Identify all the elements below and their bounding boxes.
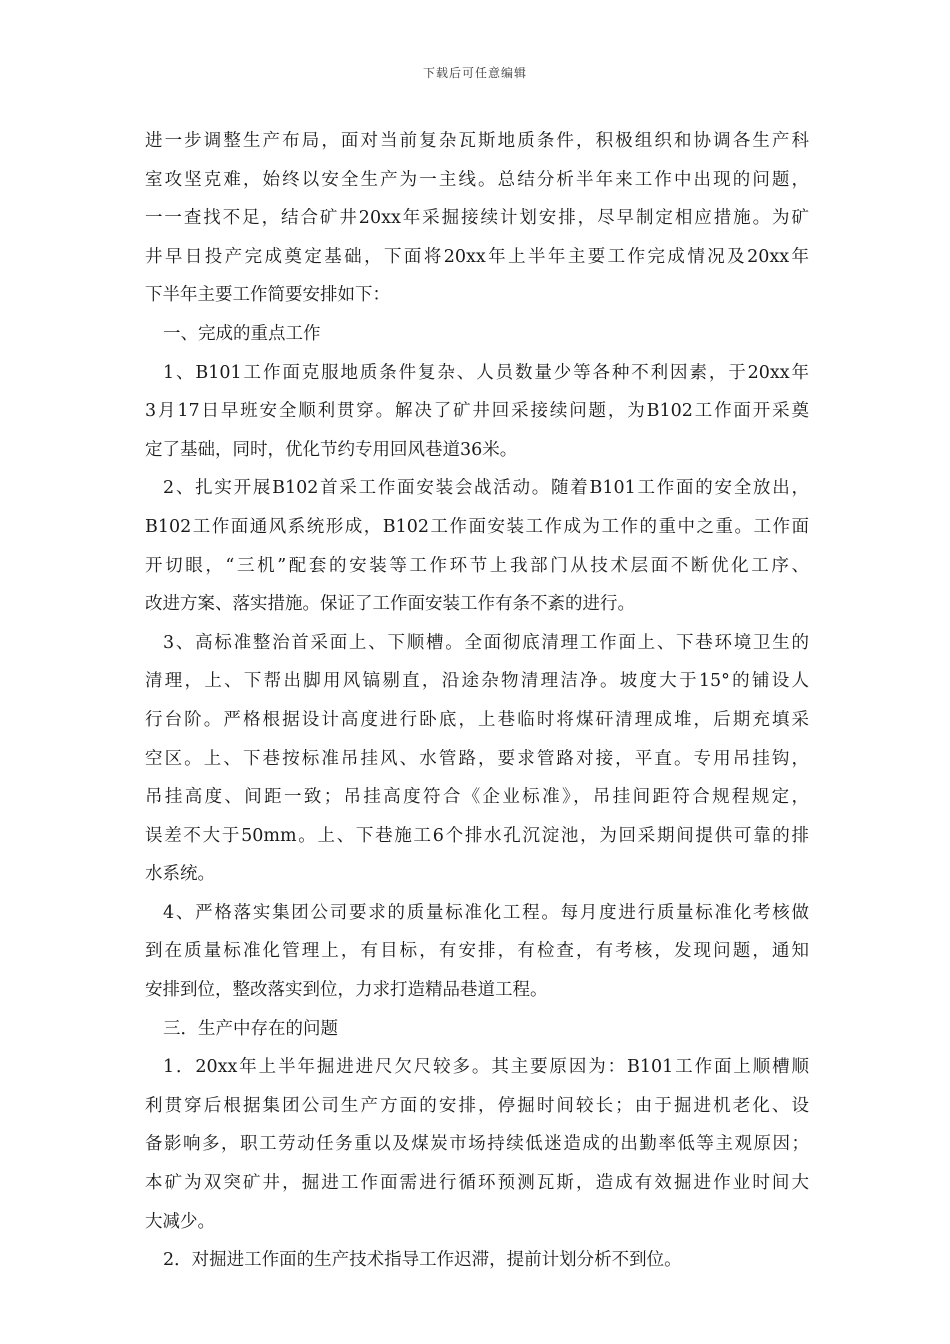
paragraph-problem-2	[145, 1241, 809, 1280]
text-line: 本矿为双突矿井，掘进工作面需进行循环预测瓦斯，造成有效掘进作业时间大	[145, 1173, 809, 1194]
text-line: 4、严格落实集团公司要求的质量标准化工程。每月度进行质量标准化考核做	[163, 902, 809, 923]
text-line: 清理，上、下帮出脚用风镐剔直，沿途杂物清理洁净。坡度大于15°的铺设人	[145, 671, 809, 692]
text-line: 备影响多，职工劳动任务重以及煤炭市场持续低迷造成的出勤率低等主观原因；	[145, 1134, 809, 1155]
text-line: 定了基础，同时，优化节约专用回风巷道36米。	[145, 439, 518, 460]
text-line: 3月17日早班安全顺利贯穿。解决了矿井回采接续问题，为B102工作面开采奠	[145, 401, 809, 422]
text-line: 2、扎实开展B102首采工作面安装会战活动。随着B101工作面的安全放出，	[163, 478, 809, 499]
text-line: 行台阶。严格根据设计高度进行卧底，上巷临时将煤矸清理成堆，后期充填采	[145, 709, 809, 730]
text-line: 3、高标准整治首采面上、下顺槽。全面彻底清理工作面上、下巷环境卫生的	[163, 632, 809, 653]
text-line: 安排到位，整改落实到位，力求打造精品巷道工程。	[145, 980, 548, 1001]
text-line: 水系统。	[145, 864, 215, 885]
paragraph-item-3	[145, 624, 809, 894]
paragraph-item-2	[145, 469, 809, 623]
text-line: 开切眼，“三机”配套的安装等工作环节上我部门从技术层面不断优化工序、	[145, 555, 809, 576]
paragraph-item-1	[145, 354, 809, 470]
text-line: 2．对掘进工作面的生产技术指导工作迟滞，提前计划分析不到位。	[163, 1250, 682, 1271]
paragraph-section-1-heading	[145, 315, 809, 354]
text-line: 到在质量标准化管理上，有目标，有安排，有检查，有考核，发现问题，通知	[145, 941, 809, 962]
text-line: 下半年主要工作简要安排如下：	[145, 285, 390, 306]
document-body	[145, 122, 809, 1280]
text-line: 空区。上、下巷按标准吊挂风、水管路，要求管路对接，平直。专用吊挂钩，	[145, 748, 809, 769]
text-line: B102工作面通风系统形成，B102工作面安装工作成为工作的重中之重。工作面	[145, 516, 809, 537]
text-line: 吊挂高度、间距一致；吊挂高度符合《企业标准》，吊挂间距符合规程规定，	[145, 787, 809, 808]
text-line: 大减少。	[145, 1211, 215, 1232]
text-line: 改进方案、落实措施。保证了工作面安装工作有条不紊的进行。	[145, 594, 635, 615]
text-line: 三．生产中存在的问题	[163, 1018, 338, 1039]
text-line: 一一查找不足，结合矿井20xx年采掘接续计划安排，尽早制定相应措施。为矿	[145, 208, 809, 229]
text-line: 室攻坚克难，始终以安全生产为一主线。总结分析半年来工作中出现的问题，	[145, 169, 809, 190]
paragraph-section-3-heading	[145, 1010, 809, 1049]
paragraph-intro	[145, 122, 809, 315]
text-line: 进一步调整生产布局，面对当前复杂瓦斯地质条件，积极组织和协调各生产科	[145, 131, 809, 151]
text-line: 井早日投产完成奠定基础，下面将20xx年上半年主要工作完成情况及20xx年	[145, 246, 809, 267]
page-header: 下载后可任意编辑	[422, 66, 527, 80]
paragraph-item-4	[145, 894, 809, 1010]
text-line: 1、B101工作面克服地质条件复杂、人员数量少等各种不利因素，于20xx年	[163, 362, 809, 383]
text-line: 一、完成的重点工作	[163, 323, 321, 344]
text-line: 1．20xx年上半年掘进进尺欠尺较多。其主要原因为：B101工作面上顺槽顺	[163, 1057, 809, 1078]
paragraph-problem-1	[145, 1048, 809, 1241]
text-line: 利贯穿后根据集团公司生产方面的安排，停掘时间较长；由于掘进机老化、设	[145, 1095, 809, 1116]
text-line: 误差不大于50mm。上、下巷施工6个排水孔沉淀池，为回采期间提供可靠的排	[145, 825, 809, 846]
